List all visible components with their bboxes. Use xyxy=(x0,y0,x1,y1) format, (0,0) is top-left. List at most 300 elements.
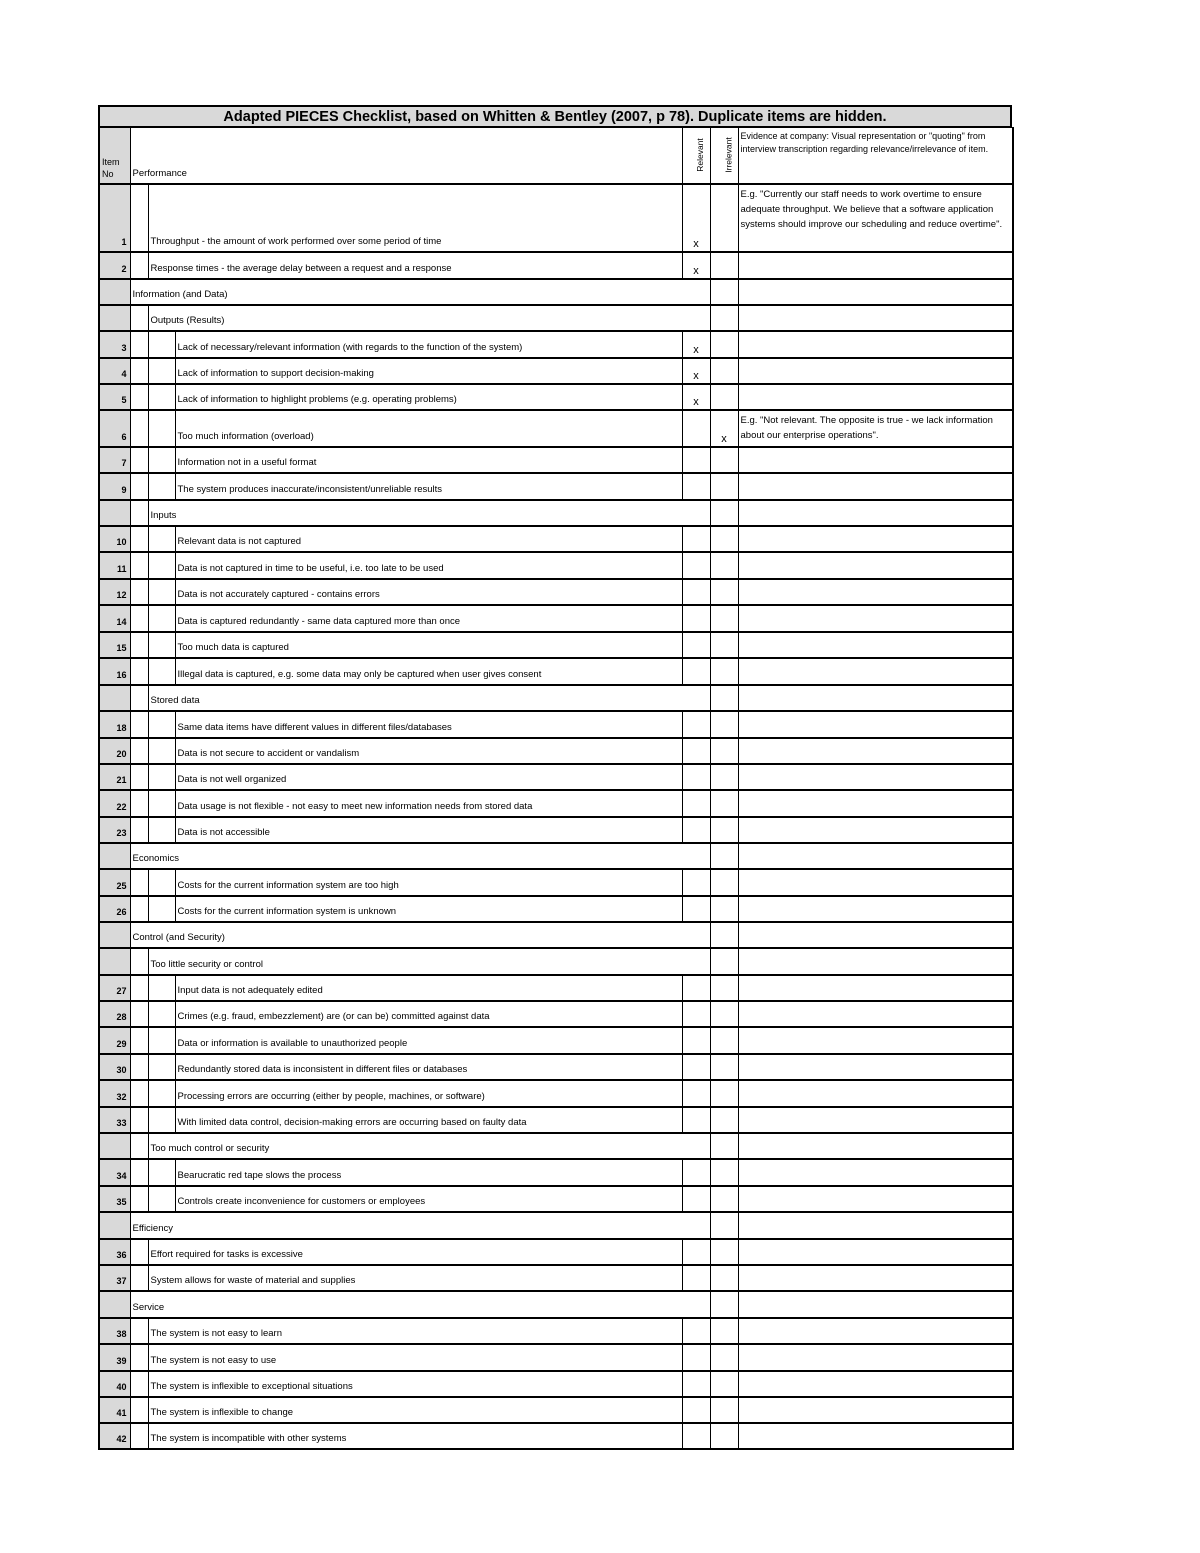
item-number xyxy=(99,1133,130,1159)
category-label: Efficiency xyxy=(130,1212,682,1239)
evidence-cell xyxy=(738,1239,1013,1265)
relevant-mark xyxy=(682,1159,710,1186)
irrelevant-mark xyxy=(710,685,738,711)
indent-cell xyxy=(148,658,175,685)
relevant-mark xyxy=(682,1027,710,1054)
irrelevant-mark xyxy=(710,1027,738,1054)
relevant-mark: x xyxy=(682,358,710,384)
item-number: 39 xyxy=(99,1344,130,1371)
item-text: Throughput - the amount of work performed over some period of time xyxy=(148,184,682,252)
irrelevant-mark xyxy=(710,738,738,764)
table-row xyxy=(99,473,1013,500)
indent-cell xyxy=(130,896,148,922)
item-text: Redundantly stored data is inconsistent in different files or databases xyxy=(175,1054,682,1080)
table-row xyxy=(99,1054,1013,1080)
indent-cell xyxy=(148,384,175,410)
evidence-cell xyxy=(738,1265,1013,1291)
irrelevant-mark xyxy=(710,1054,738,1080)
relevant-mark xyxy=(682,948,710,975)
table-row xyxy=(99,410,1013,447)
irrelevant-mark xyxy=(710,1265,738,1291)
subcategory-label: Stored data xyxy=(148,685,682,711)
irrelevant-mark xyxy=(710,632,738,658)
indent-cell xyxy=(130,632,148,658)
category-row xyxy=(99,1212,1013,1239)
category-label: Control (and Security) xyxy=(130,922,682,948)
indent-cell xyxy=(148,1159,175,1186)
item-number: 1 xyxy=(99,184,130,252)
table-row xyxy=(99,252,1013,279)
evidence-cell xyxy=(738,1133,1013,1159)
item-number xyxy=(99,685,130,711)
item-number: 37 xyxy=(99,1265,130,1291)
evidence-cell xyxy=(738,685,1013,711)
item-text: Lack of information to support decision-making xyxy=(175,358,682,384)
table-row xyxy=(99,1080,1013,1107)
item-number: 30 xyxy=(99,1054,130,1080)
item-number: 22 xyxy=(99,790,130,817)
irrelevant-mark xyxy=(710,579,738,605)
irrelevant-mark xyxy=(710,817,738,843)
item-number: 6 xyxy=(99,410,130,447)
table-row xyxy=(99,817,1013,843)
evidence-cell xyxy=(738,843,1013,869)
irrelevant-mark xyxy=(710,1344,738,1371)
indent-cell xyxy=(130,526,148,552)
indent-cell xyxy=(130,685,148,711)
header-irrelevant: Irrelevant xyxy=(710,128,738,185)
indent-cell xyxy=(130,1423,148,1449)
table-row xyxy=(99,1186,1013,1212)
item-number: 20 xyxy=(99,738,130,764)
irrelevant-mark xyxy=(710,896,738,922)
evidence-cell: E.g. "Not relevant. The opposite is true - we lack information about our enterprise operations". xyxy=(738,410,1013,447)
item-number: 21 xyxy=(99,764,130,790)
category-row xyxy=(99,843,1013,869)
item-number: 23 xyxy=(99,817,130,843)
relevant-mark xyxy=(682,500,710,526)
irrelevant-mark: x xyxy=(710,410,738,447)
evidence-cell xyxy=(738,447,1013,473)
table-row xyxy=(99,632,1013,658)
pieces-checklist-sheet xyxy=(98,105,1012,1450)
evidence-cell xyxy=(738,1054,1013,1080)
evidence-cell xyxy=(738,1212,1013,1239)
relevant-mark xyxy=(682,632,710,658)
irrelevant-mark xyxy=(710,948,738,975)
evidence-cell xyxy=(738,605,1013,632)
evidence-cell xyxy=(738,384,1013,410)
evidence-cell xyxy=(738,1291,1013,1318)
irrelevant-mark xyxy=(710,1133,738,1159)
indent-cell xyxy=(148,552,175,579)
table-row xyxy=(99,1107,1013,1133)
item-text: Relevant data is not captured xyxy=(175,526,682,552)
indent-cell xyxy=(148,1080,175,1107)
item-number: 7 xyxy=(99,447,130,473)
category-label: Economics xyxy=(130,843,682,869)
irrelevant-mark xyxy=(710,552,738,579)
relevant-mark xyxy=(682,305,710,331)
relevant-mark xyxy=(682,738,710,764)
indent-cell xyxy=(130,1080,148,1107)
irrelevant-mark xyxy=(710,279,738,305)
relevant-mark xyxy=(682,605,710,632)
subcategory-label: Outputs (Results) xyxy=(148,305,682,331)
indent-cell xyxy=(148,358,175,384)
table-row xyxy=(99,658,1013,685)
indent-cell xyxy=(130,384,148,410)
indent-cell xyxy=(130,579,148,605)
indent-cell xyxy=(130,1371,148,1397)
relevant-mark xyxy=(682,685,710,711)
indent-cell xyxy=(148,711,175,738)
item-text: Costs for the current information system are too high xyxy=(175,869,682,896)
sheet-title: Adapted PIECES Checklist, based on Whitten & Bentley (2007, p 78). Duplicate items are hidden. xyxy=(98,105,1012,127)
irrelevant-mark xyxy=(710,384,738,410)
irrelevant-mark xyxy=(710,1318,738,1344)
evidence-cell xyxy=(738,922,1013,948)
evidence-cell xyxy=(738,869,1013,896)
evidence-cell xyxy=(738,1027,1013,1054)
relevant-mark xyxy=(682,658,710,685)
subcategory-row xyxy=(99,1133,1013,1159)
evidence-cell xyxy=(738,790,1013,817)
table-row xyxy=(99,331,1013,358)
relevant-mark xyxy=(682,1186,710,1212)
item-number: 35 xyxy=(99,1186,130,1212)
item-number: 40 xyxy=(99,1371,130,1397)
indent-cell xyxy=(148,790,175,817)
table-row xyxy=(99,552,1013,579)
subcategory-row xyxy=(99,685,1013,711)
indent-cell xyxy=(130,184,148,252)
item-number xyxy=(99,948,130,975)
table-row xyxy=(99,1344,1013,1371)
item-number xyxy=(99,500,130,526)
item-number: 4 xyxy=(99,358,130,384)
table-row xyxy=(99,447,1013,473)
evidence-cell xyxy=(738,279,1013,305)
item-number xyxy=(99,843,130,869)
category-label: Service xyxy=(130,1291,682,1318)
item-text: Data is not accurately captured - contains errors xyxy=(175,579,682,605)
indent-cell xyxy=(130,764,148,790)
irrelevant-mark xyxy=(710,1186,738,1212)
item-number: 2 xyxy=(99,252,130,279)
item-text: Same data items have different values in different files/databases xyxy=(175,711,682,738)
relevant-mark: x xyxy=(682,331,710,358)
indent-cell xyxy=(130,1054,148,1080)
relevant-mark xyxy=(682,1212,710,1239)
indent-cell xyxy=(148,764,175,790)
evidence-cell xyxy=(738,817,1013,843)
relevant-mark xyxy=(682,764,710,790)
indent-cell xyxy=(130,1265,148,1291)
relevant-mark xyxy=(682,526,710,552)
table-row xyxy=(99,1265,1013,1291)
item-text: The system produces inaccurate/inconsistent/unreliable results xyxy=(175,473,682,500)
indent-cell xyxy=(130,1133,148,1159)
relevant-mark: x xyxy=(682,184,710,252)
item-text: Data is not accessible xyxy=(175,817,682,843)
indent-cell xyxy=(130,658,148,685)
indent-cell xyxy=(130,447,148,473)
indent-cell xyxy=(148,526,175,552)
evidence-cell xyxy=(738,632,1013,658)
item-number xyxy=(99,305,130,331)
irrelevant-mark xyxy=(710,605,738,632)
table-row xyxy=(99,605,1013,632)
irrelevant-mark xyxy=(710,764,738,790)
table-row xyxy=(99,764,1013,790)
relevant-mark xyxy=(682,869,710,896)
item-text: Lack of information to highlight problems (e.g. operating problems) xyxy=(175,384,682,410)
item-number xyxy=(99,922,130,948)
item-number: 32 xyxy=(99,1080,130,1107)
evidence-cell xyxy=(738,764,1013,790)
indent-cell xyxy=(148,447,175,473)
item-text: The system is not easy to use xyxy=(148,1344,682,1371)
table-row xyxy=(99,358,1013,384)
table-row xyxy=(99,975,1013,1001)
item-number: 29 xyxy=(99,1027,130,1054)
header-relevant: Relevant xyxy=(682,128,710,185)
evidence-cell xyxy=(738,526,1013,552)
indent-cell xyxy=(148,1054,175,1080)
relevant-mark xyxy=(682,1291,710,1318)
indent-cell xyxy=(130,305,148,331)
item-text: Costs for the current information system is unknown xyxy=(175,896,682,922)
irrelevant-mark xyxy=(710,473,738,500)
irrelevant-mark xyxy=(710,1159,738,1186)
header-item-no: Item No xyxy=(99,128,130,185)
table-row xyxy=(99,384,1013,410)
relevant-mark xyxy=(682,711,710,738)
relevant-mark xyxy=(682,1371,710,1397)
item-text: With limited data control, decision-making errors are occurring based on faulty data xyxy=(175,1107,682,1133)
evidence-cell xyxy=(738,896,1013,922)
item-text: Too much data is captured xyxy=(175,632,682,658)
item-text: Illegal data is captured, e.g. some data may only be captured when user gives consent xyxy=(175,658,682,685)
indent-cell xyxy=(130,1159,148,1186)
table-row xyxy=(99,790,1013,817)
header-evidence: Evidence at company: Visual representation or "quoting" from interview transcription regarding relevance/irrelevance of item. xyxy=(738,128,1013,185)
irrelevant-mark xyxy=(710,1291,738,1318)
indent-cell xyxy=(130,331,148,358)
indent-cell xyxy=(148,817,175,843)
relevant-mark xyxy=(682,975,710,1001)
category-row xyxy=(99,1291,1013,1318)
indent-cell xyxy=(130,1239,148,1265)
relevant-mark xyxy=(682,843,710,869)
checklist-table xyxy=(98,127,1014,1450)
table-row xyxy=(99,1027,1013,1054)
relevant-mark xyxy=(682,1423,710,1449)
evidence-cell xyxy=(738,305,1013,331)
indent-cell xyxy=(130,817,148,843)
indent-cell xyxy=(130,552,148,579)
evidence-cell xyxy=(738,1397,1013,1423)
category-label: Information (and Data) xyxy=(130,279,682,305)
indent-cell xyxy=(148,331,175,358)
indent-cell xyxy=(130,738,148,764)
item-number: 3 xyxy=(99,331,130,358)
item-text: Information not in a useful format xyxy=(175,447,682,473)
irrelevant-mark xyxy=(710,975,738,1001)
subcategory-row xyxy=(99,500,1013,526)
table-row xyxy=(99,738,1013,764)
relevant-mark: x xyxy=(682,252,710,279)
relevant-mark xyxy=(682,1133,710,1159)
indent-cell xyxy=(148,473,175,500)
indent-cell xyxy=(130,948,148,975)
indent-cell xyxy=(148,896,175,922)
indent-cell xyxy=(130,1318,148,1344)
irrelevant-mark xyxy=(710,869,738,896)
indent-cell xyxy=(130,975,148,1001)
item-text: Controls create inconvenience for customers or employees xyxy=(175,1186,682,1212)
relevant-mark: x xyxy=(682,384,710,410)
item-number: 18 xyxy=(99,711,130,738)
evidence-cell xyxy=(738,658,1013,685)
irrelevant-mark xyxy=(710,526,738,552)
item-number: 9 xyxy=(99,473,130,500)
irrelevant-mark xyxy=(710,1107,738,1133)
evidence-cell xyxy=(738,552,1013,579)
item-number: 41 xyxy=(99,1397,130,1423)
indent-cell xyxy=(130,1344,148,1371)
relevant-mark xyxy=(682,410,710,447)
indent-cell xyxy=(148,632,175,658)
relevant-mark xyxy=(682,279,710,305)
item-text: Response times - the average delay between a request and a response xyxy=(148,252,682,279)
evidence-cell xyxy=(738,1080,1013,1107)
evidence-cell xyxy=(738,1107,1013,1133)
item-text: The system is inflexible to change xyxy=(148,1397,682,1423)
subcategory-label: Too little security or control xyxy=(148,948,682,975)
item-number: 16 xyxy=(99,658,130,685)
indent-cell xyxy=(130,605,148,632)
item-number xyxy=(99,1212,130,1239)
evidence-cell xyxy=(738,1001,1013,1027)
evidence-cell xyxy=(738,579,1013,605)
irrelevant-mark xyxy=(710,184,738,252)
indent-cell xyxy=(148,1186,175,1212)
indent-cell xyxy=(130,869,148,896)
irrelevant-mark xyxy=(710,1423,738,1449)
indent-cell xyxy=(130,1027,148,1054)
evidence-cell xyxy=(738,252,1013,279)
indent-cell xyxy=(130,410,148,447)
indent-cell xyxy=(130,1397,148,1423)
item-text: The system is inflexible to exceptional situations xyxy=(148,1371,682,1397)
table-row xyxy=(99,1159,1013,1186)
irrelevant-mark xyxy=(710,1239,738,1265)
indent-cell xyxy=(130,473,148,500)
indent-cell xyxy=(130,500,148,526)
relevant-mark xyxy=(682,1397,710,1423)
item-text: Effort required for tasks is excessive xyxy=(148,1239,682,1265)
relevant-mark xyxy=(682,1239,710,1265)
irrelevant-mark xyxy=(710,447,738,473)
table-row xyxy=(99,1001,1013,1027)
item-number: 27 xyxy=(99,975,130,1001)
irrelevant-mark xyxy=(710,1001,738,1027)
table-row xyxy=(99,1318,1013,1344)
relevant-mark xyxy=(682,922,710,948)
indent-cell xyxy=(130,1186,148,1212)
irrelevant-mark xyxy=(710,843,738,869)
item-number: 14 xyxy=(99,605,130,632)
irrelevant-mark xyxy=(710,331,738,358)
indent-cell xyxy=(130,252,148,279)
indent-cell xyxy=(130,358,148,384)
subcategory-label: Too much control or security xyxy=(148,1133,682,1159)
item-number: 42 xyxy=(99,1423,130,1449)
item-number: 15 xyxy=(99,632,130,658)
relevant-mark xyxy=(682,1265,710,1291)
indent-cell xyxy=(130,711,148,738)
indent-cell xyxy=(148,975,175,1001)
header-category: Performance xyxy=(130,128,682,185)
item-number: 28 xyxy=(99,1001,130,1027)
irrelevant-mark xyxy=(710,252,738,279)
irrelevant-mark xyxy=(710,1371,738,1397)
item-text: Crimes (e.g. fraud, embezzlement) are (or can be) committed against data xyxy=(175,1001,682,1027)
relevant-mark xyxy=(682,579,710,605)
item-text: Lack of necessary/relevant information (with regards to the function of the system) xyxy=(175,331,682,358)
table-row xyxy=(99,896,1013,922)
evidence-cell xyxy=(738,1344,1013,1371)
table-row xyxy=(99,579,1013,605)
relevant-mark xyxy=(682,552,710,579)
item-number: 33 xyxy=(99,1107,130,1133)
relevant-mark xyxy=(682,1318,710,1344)
table-row xyxy=(99,1371,1013,1397)
relevant-mark xyxy=(682,447,710,473)
evidence-cell xyxy=(738,738,1013,764)
irrelevant-mark xyxy=(710,358,738,384)
irrelevant-mark xyxy=(710,922,738,948)
indent-cell xyxy=(148,869,175,896)
evidence-cell xyxy=(738,948,1013,975)
evidence-cell xyxy=(738,1186,1013,1212)
item-number xyxy=(99,279,130,305)
evidence-cell xyxy=(738,331,1013,358)
table-row xyxy=(99,711,1013,738)
irrelevant-mark xyxy=(710,1212,738,1239)
evidence-cell xyxy=(738,1371,1013,1397)
item-number: 26 xyxy=(99,896,130,922)
indent-cell xyxy=(148,410,175,447)
item-text: Data is not well organized xyxy=(175,764,682,790)
irrelevant-mark xyxy=(710,790,738,817)
table-row xyxy=(99,184,1013,252)
irrelevant-mark xyxy=(710,305,738,331)
irrelevant-mark xyxy=(710,500,738,526)
item-number: 36 xyxy=(99,1239,130,1265)
evidence-cell: E.g. "Currently our staff needs to work overtime to ensure adequate throughput. We believe that a software application systems should improve our scheduling and reduce overtime". xyxy=(738,184,1013,252)
subcategory-row xyxy=(99,305,1013,331)
category-row xyxy=(99,922,1013,948)
table-row xyxy=(99,1397,1013,1423)
item-text: Processing errors are occurring (either by people, machines, or software) xyxy=(175,1080,682,1107)
relevant-mark xyxy=(682,473,710,500)
irrelevant-mark xyxy=(710,1397,738,1423)
category-row xyxy=(99,279,1013,305)
relevant-mark xyxy=(682,1001,710,1027)
